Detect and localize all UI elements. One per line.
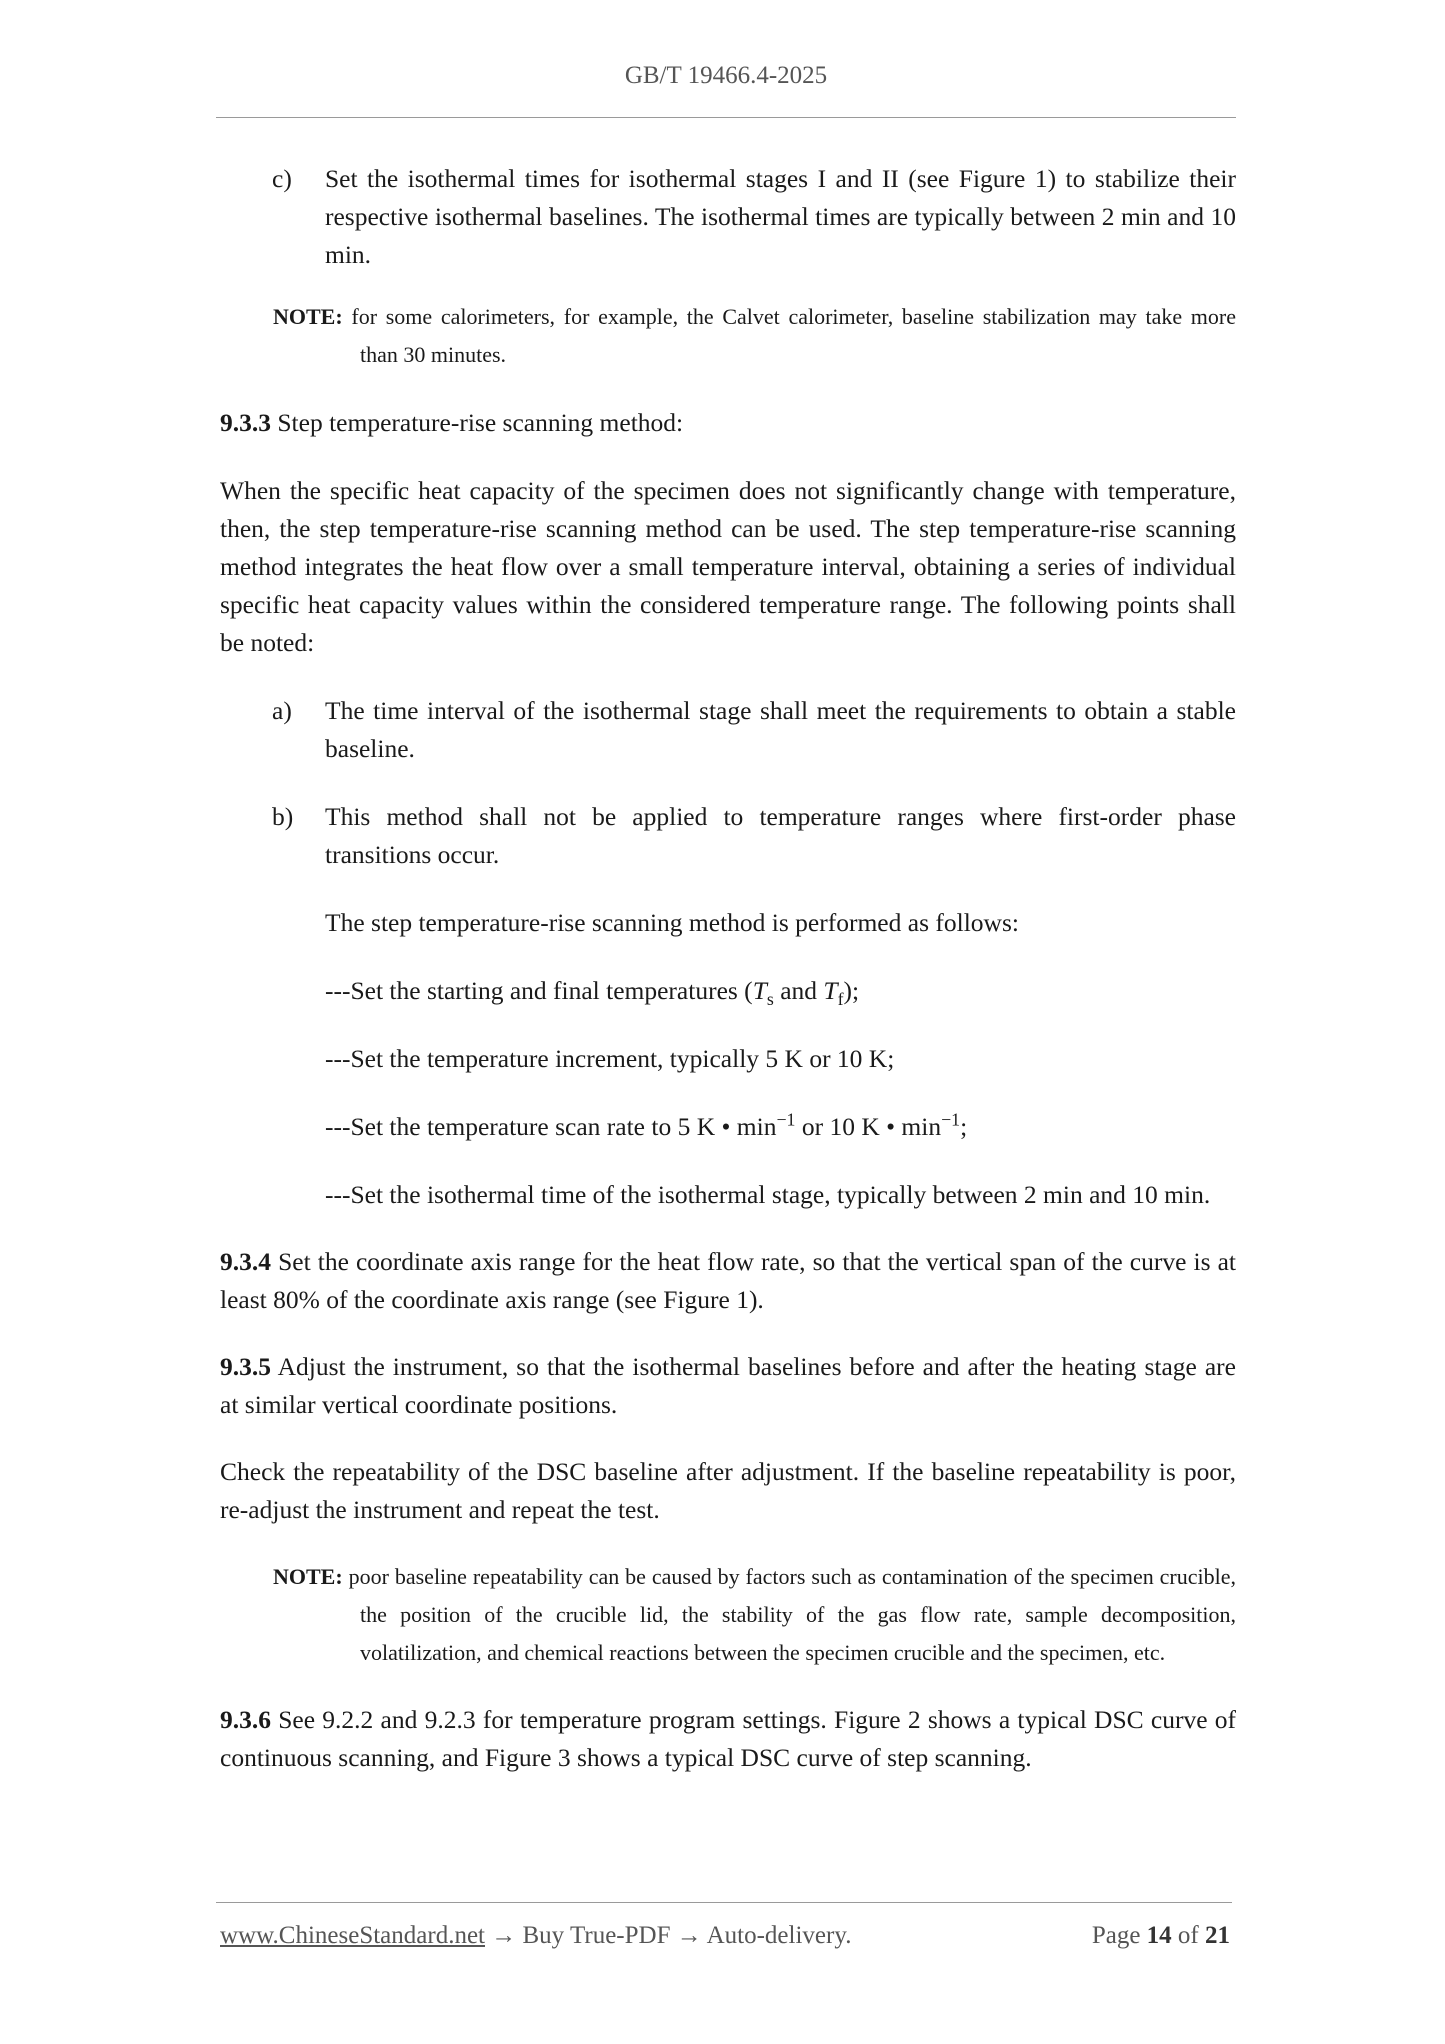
clause-number: 9.3.4 (220, 1247, 271, 1276)
list-text: Set the isothermal times for isothermal stages I and II (see Figure 1) to stabilize their respective isothermal baselines. The isothermal times are typically between 2 min and 10 min. (325, 164, 1236, 269)
clause-number: 9.3.6 (220, 1705, 271, 1734)
step-text: ---Set the starting and final temperatures ( (325, 976, 753, 1005)
clause-9-3-3-heading (220, 404, 1236, 442)
page-body (220, 160, 1236, 1777)
clause-number: 9.3.5 (220, 1352, 271, 1381)
list-label: a) (272, 696, 292, 725)
footer-tagline: → Buy True-PDF → Auto-delivery. (485, 1922, 852, 1949)
list-text: This method shall not be applied to temperature ranges where first-order phase transitions occur. (325, 802, 1236, 869)
symbol-T: T (823, 976, 838, 1005)
clause-9-3-4 (220, 1243, 1236, 1319)
list-item-a (220, 692, 1236, 768)
superscript: −1 (776, 1109, 796, 1130)
site-link[interactable]: www.ChineseStandard.net (220, 1922, 485, 1949)
total-pages: 21 (1205, 1922, 1230, 1949)
note-text: poor baseline repeatability can be caused by factors such as contamination of the specimen crucible, the position of the crucible lid, the stability of the gas flow rate, sample decomposition, volatilization, and chemical reactions between the specimen crucible and the specimen, etc. (348, 1564, 1236, 1665)
procedure-step-1 (220, 972, 1236, 1010)
procedure-step-2: ---Set the temperature increment, typically 5 K or 10 K; (325, 1044, 895, 1073)
list-item-b (220, 798, 1236, 874)
note-label: NOTE: (273, 304, 343, 329)
procedure-step-3 (220, 1108, 1236, 1146)
symbol-T: T (752, 976, 767, 1005)
procedure-intro: The step temperature-rise scanning method is performed as follows: (325, 908, 1019, 937)
step-text: ); (843, 976, 860, 1005)
note-text: for some calorimeters, for example, the Calvet calorimeter, baseline stabilization may take more than 30 minutes. (351, 304, 1236, 367)
clause-number: 9.3.3 (220, 408, 271, 437)
step-text: ---Set the temperature scan rate to 5 K • min (325, 1112, 777, 1141)
header-rule (216, 117, 1236, 118)
note-1 (220, 298, 1236, 374)
clause-9-3-3-paragraph: When the specific heat capacity of the specimen does not significantly change with temperature, then, the step temperature-rise scanning method can be used. The step temperature-rise scanning method integrates the heat flow over a small temperature interval, obtaining a series of individual specific heat capacity values within the considered temperature range. The following points shall be noted: (220, 476, 1236, 657)
page-number (1092, 1922, 1230, 1950)
of-word: of (1177, 1922, 1199, 1949)
list-label: b) (272, 802, 294, 831)
running-header: GB/T 19466.4-2025 (624, 62, 828, 89)
superscript: −1 (941, 1109, 961, 1130)
clause-text: Adjust the instrument, so that the isothermal baselines before and after the heating stage are at similar vertical coordinate positions. (220, 1352, 1236, 1419)
page-footer (220, 1922, 1230, 1950)
clause-text: See 9.2.2 and 9.2.3 for temperature program settings. Figure 2 shows a typical DSC curve of continuous scanning, and Figure 3 shows a typical DSC curve of step scanning. (220, 1705, 1236, 1772)
list-text: The time interval of the isothermal stage shall meet the requirements to obtain a stable baseline. (325, 696, 1236, 763)
subscript-f: f (837, 989, 844, 1010)
page-word: Page (1091, 1922, 1141, 1949)
subscript-s: s (766, 989, 774, 1010)
step-text: and (773, 976, 824, 1005)
note-2 (220, 1558, 1236, 1672)
footer-rule (216, 1902, 1232, 1903)
list-item-c (220, 160, 1236, 274)
step-text: or 10 K • min (795, 1112, 942, 1141)
clause-9-3-5-paragraph: Check the repeatability of the DSC baseline after adjustment. If the baseline repeatability is poor, re-adjust the instrument and repeat the test. (220, 1457, 1236, 1524)
clause-title: Step temperature-rise scanning method: (277, 408, 684, 437)
clause-9-3-6 (220, 1701, 1236, 1777)
step-text: ; (960, 1112, 968, 1141)
note-label: NOTE: (273, 1564, 343, 1589)
list-label: c) (272, 164, 292, 193)
clause-9-3-5 (220, 1348, 1236, 1424)
current-page: 14 (1146, 1922, 1172, 1949)
procedure-step-4: ---Set the isothermal time of the isothermal stage, typically between 2 min and 10 min. (325, 1180, 1211, 1209)
clause-text: Set the coordinate axis range for the heat flow rate, so that the vertical span of the curve is at least 80% of the coordinate axis range (see Figure 1). (220, 1247, 1236, 1314)
